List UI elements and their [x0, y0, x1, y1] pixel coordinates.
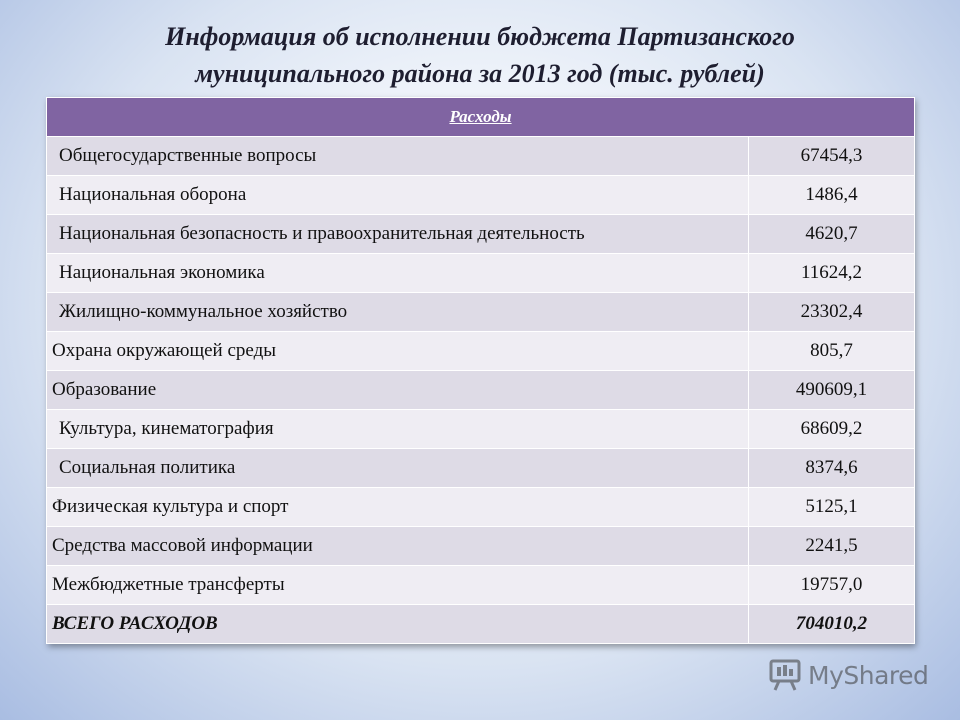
row-name: Общегосударственные вопросы	[47, 137, 749, 176]
row-name: Социальная политика	[47, 449, 749, 488]
table-total-row	[47, 605, 915, 644]
total-name: ВСЕГО РАСХОДОВ	[47, 605, 749, 644]
row-value: 2241,5	[749, 527, 915, 566]
row-value: 23302,4	[749, 293, 915, 332]
row-value: 805,7	[749, 332, 915, 371]
row-name: Образование	[47, 371, 749, 410]
table-row	[47, 410, 915, 449]
watermark-text: MyShared	[808, 660, 929, 690]
table-row	[47, 293, 915, 332]
row-name: Межбюджетные трансферты	[47, 566, 749, 605]
total-value: 704010,2	[749, 605, 915, 644]
budget-table-container	[46, 97, 914, 644]
row-name: Охрана окружающей среды	[47, 332, 749, 371]
table-row	[47, 215, 915, 254]
row-name: Культура, кинематография	[47, 410, 749, 449]
row-name: Национальная безопасность и правоохранительная деятельность	[47, 215, 749, 254]
row-name: Жилищно-коммунальное хозяйство	[47, 293, 749, 332]
table-row	[47, 371, 915, 410]
row-name: Национальная оборона	[47, 176, 749, 215]
table-row	[47, 137, 915, 176]
row-value: 8374,6	[749, 449, 915, 488]
table-header-label: Расходы	[449, 107, 512, 126]
table-row	[47, 449, 915, 488]
table-header	[47, 98, 915, 137]
row-value: 4620,7	[749, 215, 915, 254]
table-header-row	[47, 98, 915, 137]
budget-table	[46, 97, 915, 644]
title-line-1: Информация об исполнении бюджета Партизанского	[165, 22, 795, 51]
table-row	[47, 488, 915, 527]
watermark-logo	[768, 657, 928, 693]
title-line-2: муниципального района за 2013 год (тыс. рублей)	[195, 59, 765, 88]
table-row	[47, 566, 915, 605]
row-value: 19757,0	[749, 566, 915, 605]
table-row	[47, 332, 915, 371]
row-name: Физическая культура и спорт	[47, 488, 749, 527]
row-name: Национальная экономика	[47, 254, 749, 293]
row-value: 1486,4	[749, 176, 915, 215]
row-value: 490609,1	[749, 371, 915, 410]
table-row	[47, 527, 915, 566]
table-row	[47, 176, 915, 215]
row-value: 68609,2	[749, 410, 915, 449]
page-title	[0, 18, 960, 92]
presentation-board-icon	[768, 658, 802, 692]
row-name: Средства массовой информации	[47, 527, 749, 566]
table-row	[47, 254, 915, 293]
row-value: 67454,3	[749, 137, 915, 176]
row-value: 11624,2	[749, 254, 915, 293]
row-value: 5125,1	[749, 488, 915, 527]
